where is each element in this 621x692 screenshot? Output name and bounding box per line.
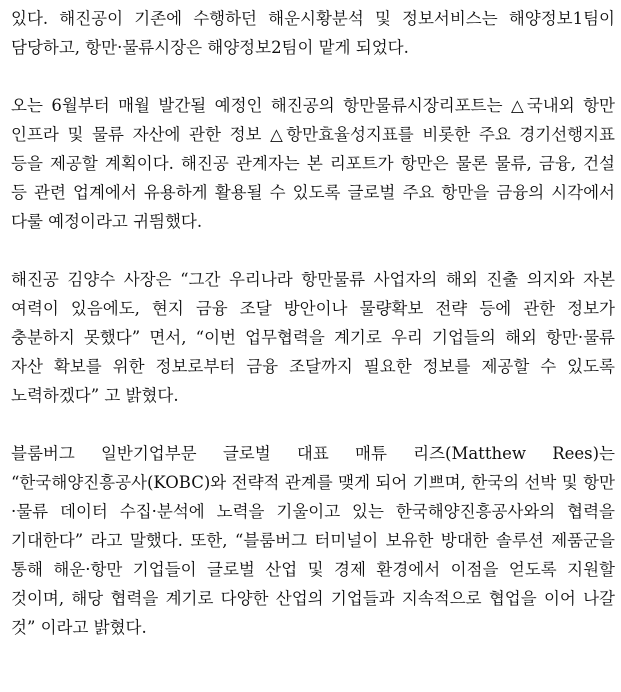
- paragraph-team-assignment: 있다. 해진공이 기존에 수행하던 해운시황분석 및 정보서비스는 해양정보1팀이 담당하고, 항만·물류시장은 해양정보2팀이 맡게 되었다.: [11, 9, 615, 57]
- paragraph-market-report: 오는 6월부터 매월 발간될 예정인 해진공의 항만물류시장리포트는 △국내외 항만 인프라 및 물류 자산에 관한 정보 △항만효율성지표를 비롯한 주요 경기선행지표 등을 제공할 계획이다. 해진공 관계자는 본 리포트가 항만은 물론 물류, 금융, 건설 등 관련 업계에서 유용하게 활용될 수 있도록 글로벌 주요 항만을 금융의 시각에서 다룰 예정이라고 귀띔했다.: [11, 96, 615, 231]
- paragraph-spacer: [11, 236, 615, 265]
- paragraph-bloomberg-quote: 블룸버그 일반기업부문 글로벌 대표 매튜 리즈(Matthew Rees)는 “한국해양진흥공사(KOBC)와 전략적 관계를 맺게 되어 기쁘며, 한국의 선박 및 항만·물류 데이터 수집·분석에 노력을 기울이고 있는 한국해양진흥공사와의 협력을 기대한다” 라고 말했다. 또한, “블룸버그 터미널이 보유한 방대한 솔루션 제품군을 통해 해운·항만 기업들이 글로벌 산업 및 경제 환경에서 이점을 얻도록 지원할 것이며, 해당 협력을 계기로 다양한 산업의 기업들과 지속적으로 협업을 이어 나갈 것” 이라고 밝혔다.: [11, 444, 615, 637]
- paragraph-spacer: [11, 62, 615, 91]
- paragraph-ceo-quote: 해진공 김양수 사장은 “그간 우리나라 항만물류 사업자의 해외 진출 의지와 자본 여력이 있음에도, 현지 금융 조달 방안이나 물량확보 전략 등에 관한 정보가 충분하지 못했다” 면서, “이번 업무협력을 계기로 우리 기업들의 해외 항만·물류 자산 확보를 위한 정보로부터 금융 조달까지 필요한 정보를 제공할 수 있도록 노력하겠다” 고 밝혔다.: [11, 270, 615, 405]
- paragraph-spacer: [11, 410, 615, 439]
